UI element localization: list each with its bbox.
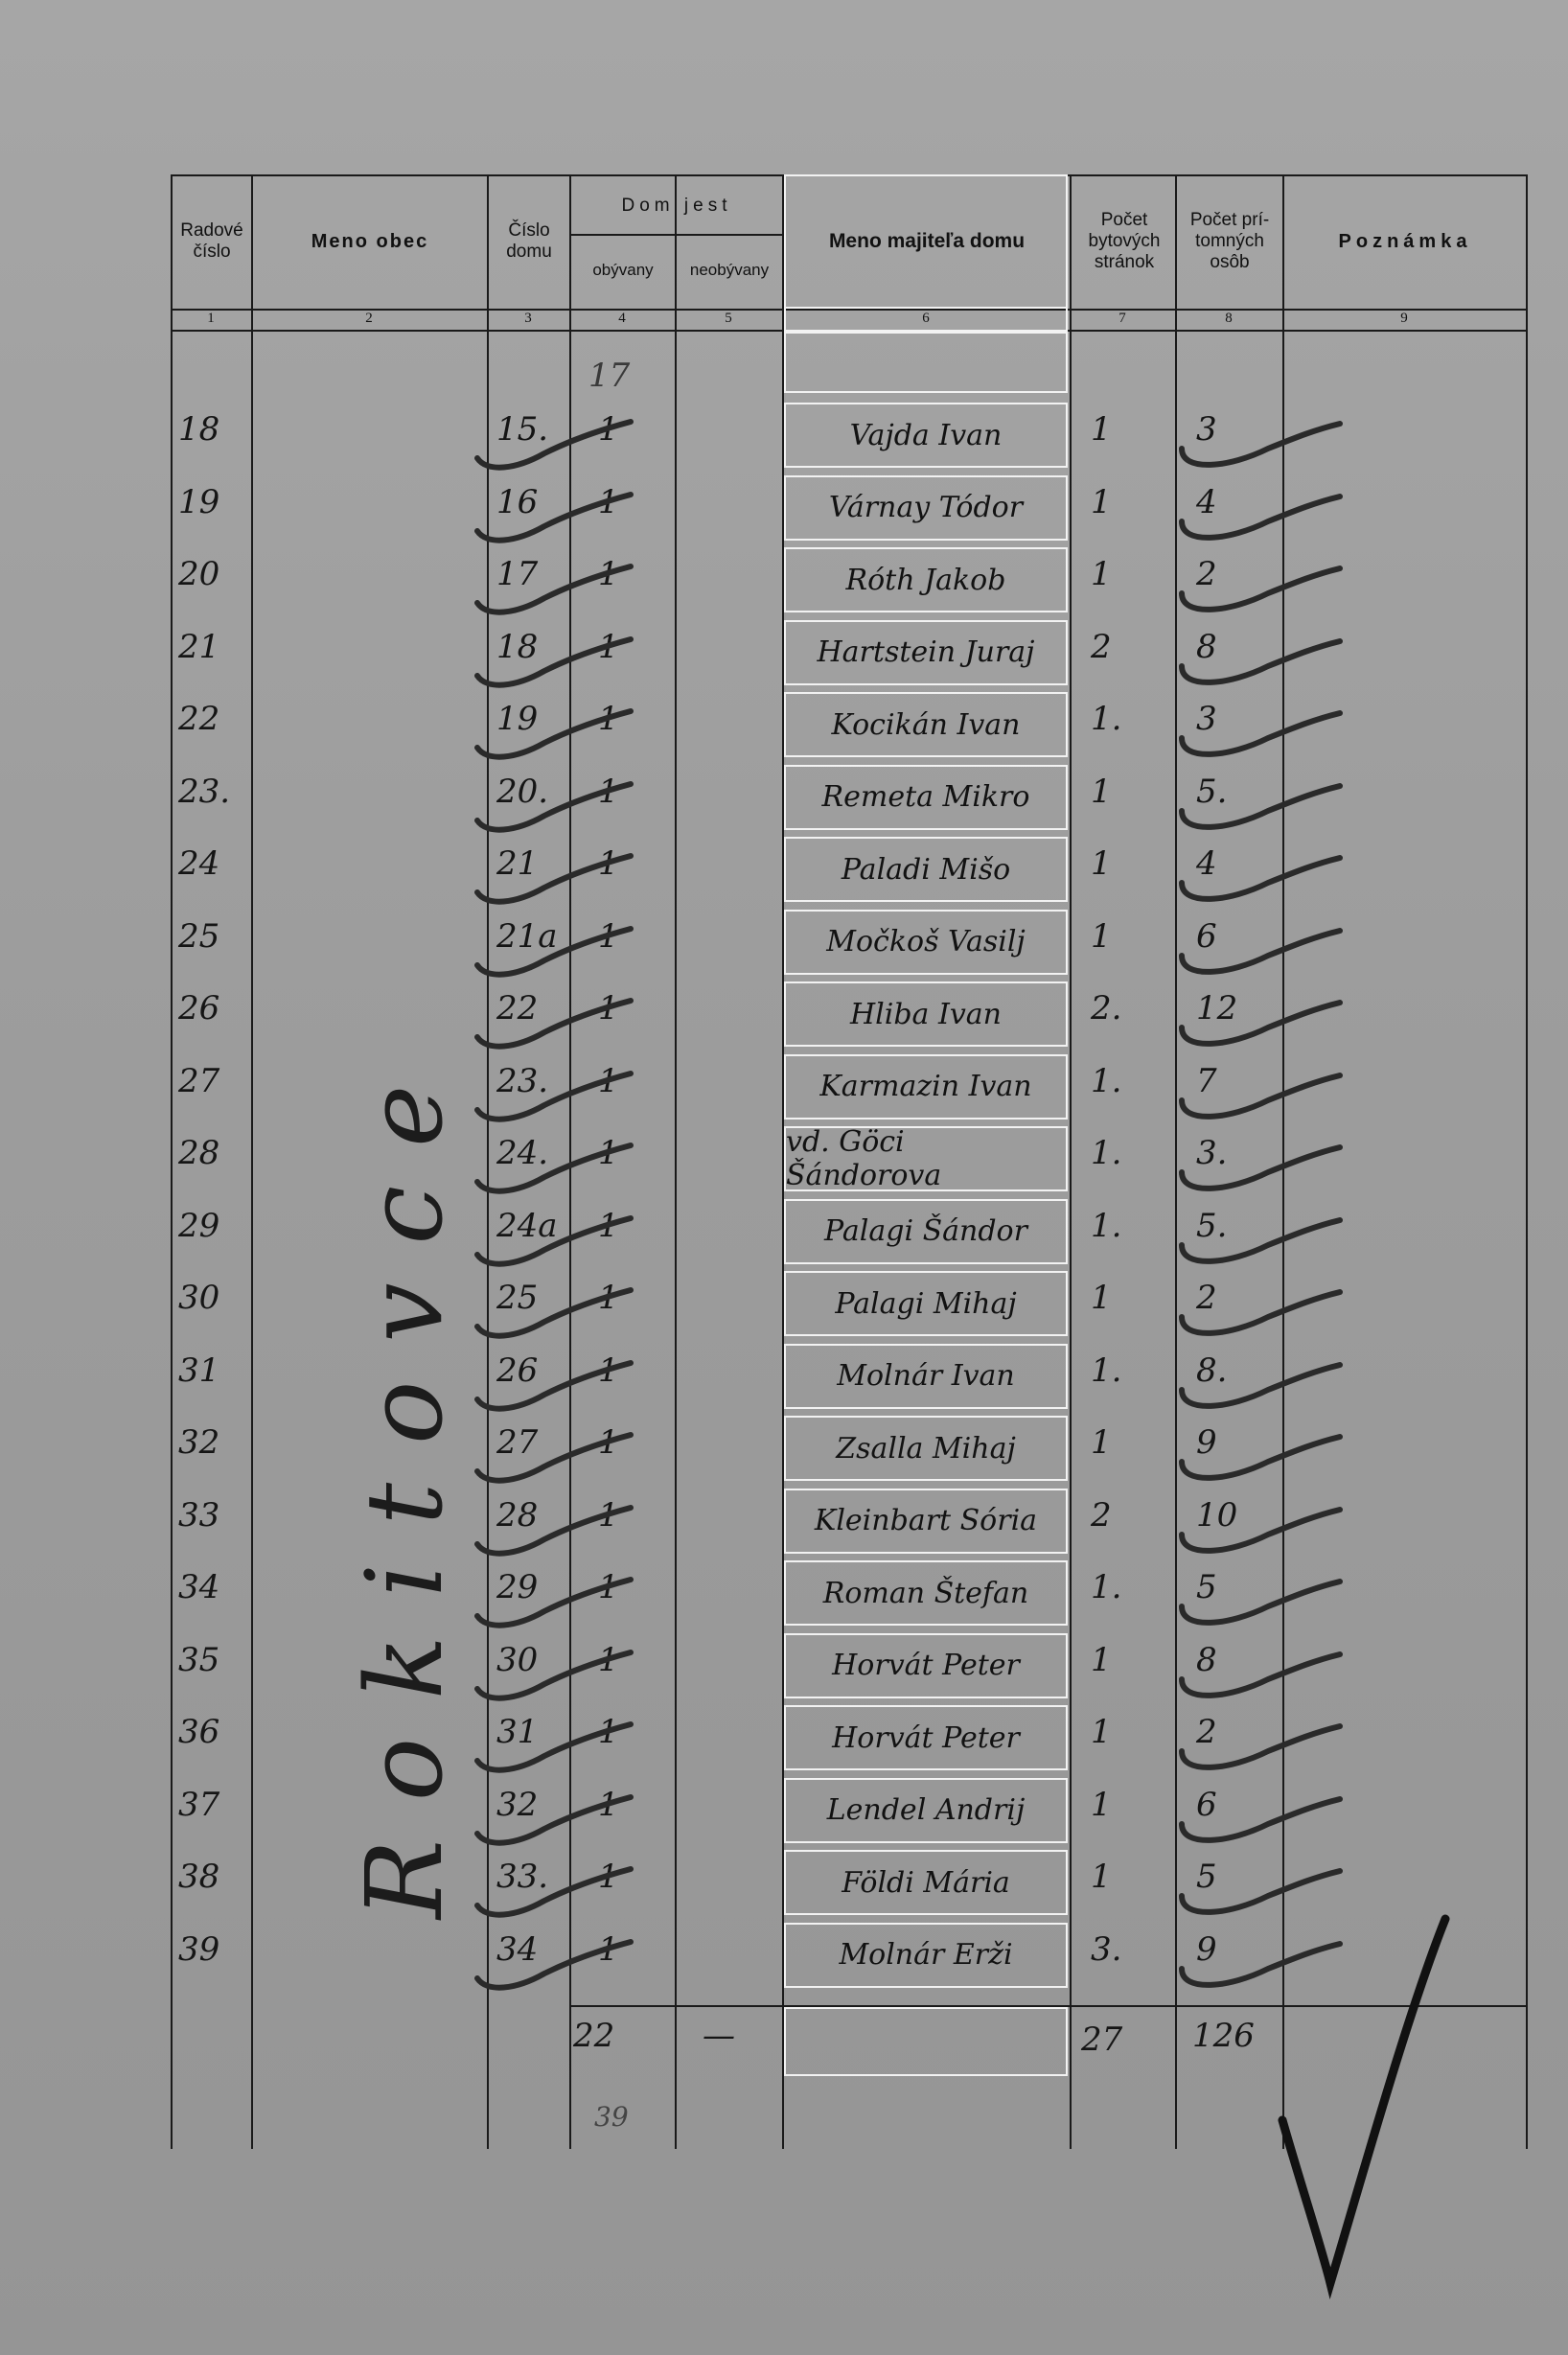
owner-name: Várnay Tódor [828,491,1024,524]
persons-count: 3 [1196,410,1217,449]
house-number: 18 [496,627,539,666]
inhabited-count: 1 [598,627,619,666]
header-poznamka: Poznámka [1338,231,1472,252]
owner-name: Roman Štefan [822,1576,1029,1610]
check-flourish-icon [468,1279,640,1346]
inhabited-count: 1 [598,1351,619,1390]
inhabited-count: 1 [598,1929,619,1969]
inhabited-count: 1 [598,700,619,738]
check-flourish-icon [468,410,640,477]
house-number: 22 [496,989,539,1027]
house-number: 30 [496,1640,539,1679]
owner-name: Zsalla Mihaj [836,1431,1016,1466]
persons-count: 2 [1196,1279,1217,1317]
persons-count: 3. [1196,1134,1228,1172]
check-flourish-icon [468,1930,640,1997]
check-flourish-icon [1172,1713,1345,1780]
check-mark-icon [1263,1900,1455,2302]
owner-cell [784,547,1068,612]
municipality-name: Rokitovce [343,1046,466,1919]
check-flourish-icon [468,1496,640,1563]
dwellings-count: 1 [1091,772,1112,811]
check-flourish-icon [1172,1568,1345,1635]
dwellings-count: 1 [1091,1858,1112,1896]
dwellings-count: 1 [1091,844,1112,883]
dwellings-count: 1. [1091,1061,1122,1100]
dwellings-count: 1 [1091,1713,1112,1751]
row-number: 38 [178,1858,220,1896]
header-meno-majitela: Meno majiteľa domu [828,230,1026,252]
owner-name: Vajda Ivan [849,418,1003,452]
owner-name: Palagi Šándor [824,1214,1027,1248]
inhabited-count: 1 [598,410,619,449]
column-number: 4 [618,311,626,326]
persons-count: 6 [1196,1785,1217,1824]
inhabited-count: 1 [598,1134,619,1172]
inhabited-count: 1 [598,482,619,521]
row-number: 27 [178,1061,220,1100]
check-flourish-icon [468,700,640,767]
check-flourish-icon [1172,628,1345,695]
row-number: 25 [178,916,220,956]
check-flourish-icon [1172,1641,1345,1708]
owner-cell [784,620,1068,685]
persons-count: 5 [1196,1858,1217,1896]
owner-name: Molnár Erži [839,1938,1013,1972]
owner-name: Hliba Ivan [850,997,1002,1031]
owner-name: Karmazin Ivan [819,1070,1032,1103]
row-number: 39 [178,1929,220,1969]
owner-cell [784,765,1068,830]
check-flourish-icon [1172,917,1345,984]
owner-cell [784,1271,1068,1336]
header-pocet-bytovych: Počet bytových stránok [1088,210,1161,272]
dwellings-count: 1 [1091,1423,1112,1462]
inhabited-count: 1 [598,844,619,883]
owner-cell [784,1850,1068,1915]
inhabited-count: 1 [598,1495,619,1535]
census-table [171,174,1528,2149]
owner-cell [784,1126,1068,1191]
inhabited-count: 1 [598,1061,619,1100]
row-number: 20 [178,555,220,593]
column-number: 2 [365,311,373,326]
house-number: 31 [496,1713,539,1751]
inhabited-count: 1 [598,1640,619,1679]
dwellings-count: 1. [1091,700,1122,738]
header-obyvany: obývany [592,261,654,279]
check-flourish-icon [468,1568,640,1635]
check-flourish-icon [1172,1423,1345,1490]
house-number: 24. [496,1134,549,1172]
inhabited-count: 1 [598,1568,619,1606]
row-number: 36 [178,1713,220,1751]
check-flourish-icon [468,483,640,550]
check-flourish-icon [1172,1134,1345,1201]
row-number: 35 [178,1640,220,1679]
check-flourish-icon [1172,1351,1345,1419]
row-number: 33 [178,1495,220,1535]
row-number: 18 [178,410,220,449]
owner-cell [784,403,1068,468]
house-number: 17 [496,555,539,593]
dwellings-count: 1 [1091,482,1112,521]
inhabited-count: 1 [598,555,619,593]
dwellings-count: 2 [1091,627,1112,666]
owner-cell [784,692,1068,757]
check-flourish-icon [468,1786,640,1853]
dwellings-count: 2 [1091,1495,1112,1535]
owner-cell [784,1344,1068,1409]
row-number: 21 [178,627,220,666]
persons-count: 8. [1196,1351,1228,1390]
check-flourish-icon [468,917,640,984]
column-number: 8 [1225,311,1233,326]
owner-name: Kocikán Ivan [831,707,1021,742]
owner-cell [784,837,1068,902]
check-flourish-icon [1172,555,1345,622]
dwellings-count: 1. [1091,1206,1122,1245]
header-neobyvany: neobývany [689,261,770,279]
row-number: 24 [178,844,220,883]
owner-name: Róth Jakob [845,563,1006,597]
header-pocet-pritomnych: Počet prí-tomných osôb [1189,210,1270,272]
check-flourish-icon [468,1423,640,1490]
column-number: 9 [1400,311,1408,326]
check-flourish-icon [1172,1279,1345,1346]
owner-cell [784,1489,1068,1554]
total-owner-cell [784,2007,1068,2076]
inhabited-count: 1 [598,1785,619,1824]
owner-name: Horvát Peter [832,1649,1020,1682]
house-number: 28 [496,1495,539,1535]
check-flourish-icon [1172,773,1345,840]
row-number: 30 [178,1279,220,1317]
house-number: 16 [496,482,539,521]
owner-name: Kleinbart Sória [814,1504,1038,1537]
house-number: 34 [496,1929,539,1969]
persons-count: 5 [1196,1568,1217,1606]
owner-name: Palagi Mihaj [835,1286,1017,1321]
house-number: 27 [496,1423,539,1462]
house-number: 21 [496,844,539,883]
persons-count: 6 [1196,916,1217,956]
total-inhabited: 22 [573,2017,615,2055]
persons-count: 4 [1196,844,1217,883]
owner-cell [784,1633,1068,1698]
house-number: 20. [496,772,549,811]
check-flourish-icon [468,1134,640,1201]
inhabited-count: 1 [598,1423,619,1462]
row-number: 23. [178,772,231,811]
total-count-below: 39 [594,2101,629,2133]
inhabited-count: 1 [598,1206,619,1245]
check-flourish-icon [468,773,640,840]
check-flourish-icon [1172,700,1345,767]
house-number: 21a [496,916,558,956]
dwellings-count: 1 [1091,1279,1112,1317]
owner-cell [784,1054,1068,1120]
check-flourish-icon [1172,989,1345,1056]
owner-name: vd. Göci Šándorova [786,1125,942,1192]
persons-count: 7 [1196,1061,1217,1100]
owner-cell [784,981,1068,1047]
owner-name: Hartstein Juraj [817,635,1035,669]
header-meno-obec: Meno obec [311,231,429,252]
check-flourish-icon [1172,410,1345,477]
house-number: 15. [496,410,549,449]
column-number: 7 [1118,311,1126,326]
check-flourish-icon [1172,483,1345,550]
row-number: 37 [178,1785,220,1824]
house-number: 33. [496,1858,549,1896]
check-flourish-icon [468,555,640,622]
inhabited-count: 1 [598,916,619,956]
owner-name: Lendel Andrij [826,1793,1026,1827]
dwellings-count: 1. [1091,1568,1122,1606]
inhabited-count: 1 [598,1279,619,1317]
check-flourish-icon [468,1207,640,1274]
row-number: 22 [178,700,220,738]
total-uninhabited: — [703,2017,735,2055]
persons-count: 9 [1196,1423,1217,1462]
check-flourish-icon [468,1351,640,1419]
house-number: 26 [496,1351,539,1390]
header-radove-cislo: Radové číslo [180,220,243,262]
owner-name: Močkoš Vasilj [826,925,1026,958]
header-cislo-domu: Číslo domu [506,220,552,262]
house-number: 19 [496,700,539,738]
owner-cell [784,1778,1068,1843]
owner-cell [784,475,1068,541]
dwellings-count: 1 [1091,1640,1112,1679]
house-number: 29 [496,1568,539,1606]
persons-count: 2 [1196,555,1217,593]
dwellings-count: 1. [1091,1351,1122,1390]
persons-count: 3 [1196,700,1217,738]
dwellings-count: 2. [1091,989,1122,1027]
persons-count: 4 [1196,482,1217,521]
carry-over-count: 17 [588,357,631,395]
check-flourish-icon [1172,1786,1345,1853]
owner-name: Horvát Peter [832,1720,1020,1755]
owner-name: Remeta Mikro [821,780,1030,814]
dwellings-count: 1 [1091,916,1112,956]
check-flourish-icon [468,989,640,1056]
persons-count: 5. [1196,772,1228,811]
owner-cell [784,1199,1068,1264]
check-flourish-icon [468,1062,640,1129]
row-number: 31 [178,1351,220,1390]
persons-count: 10 [1196,1495,1238,1535]
owner-name: Paladi Mišo [841,852,1011,887]
owner-cell [784,1560,1068,1626]
row-number: 29 [178,1206,220,1245]
persons-count: 2 [1196,1713,1217,1751]
owner-name: Földi Mária [842,1865,1010,1900]
owner-cell [784,1923,1068,1988]
house-number: 32 [496,1785,539,1824]
persons-count: 12 [1196,989,1238,1027]
column-number: 1 [207,311,215,326]
check-flourish-icon [468,628,640,695]
row-number: 34 [178,1568,220,1606]
dwellings-count: 1 [1091,410,1112,449]
inhabited-count: 1 [598,989,619,1027]
column-number: 5 [725,311,732,326]
persons-count: 8 [1196,627,1217,666]
total-persons: 126 [1192,2017,1255,2055]
dwellings-count: 1 [1091,555,1112,593]
persons-count: 8 [1196,1640,1217,1679]
check-flourish-icon [468,1713,640,1780]
column-number: 6 [922,311,930,326]
dwellings-count: 3. [1091,1929,1122,1969]
check-flourish-icon [1172,1496,1345,1563]
dwellings-count: 1. [1091,1134,1122,1172]
persons-count: 9 [1196,1929,1217,1969]
row-number: 26 [178,989,220,1027]
house-number: 23. [496,1061,549,1100]
row-number: 28 [178,1134,220,1172]
total-dwellings: 27 [1081,2020,1123,2059]
house-number: 24a [496,1206,558,1245]
house-number: 25 [496,1279,539,1317]
persons-count: 5. [1196,1206,1228,1245]
inhabited-count: 1 [598,1713,619,1751]
header-dom-jest: Dom jest [621,196,732,216]
owner-name: Molnár Ivan [837,1359,1015,1393]
owner-cell [784,1705,1068,1770]
owner-cell [784,1416,1068,1481]
inhabited-count: 1 [598,772,619,811]
check-flourish-icon [1172,1207,1345,1274]
check-flourish-icon [468,1641,640,1708]
owner-cell [784,910,1068,975]
column-number: 3 [524,311,532,326]
dwellings-count: 1 [1091,1785,1112,1824]
check-flourish-icon [468,1858,640,1925]
check-flourish-icon [468,844,640,912]
row-number: 32 [178,1423,220,1462]
check-flourish-icon [1172,844,1345,912]
inhabited-count: 1 [598,1858,619,1896]
row-number: 19 [178,482,220,521]
check-flourish-icon [1172,1062,1345,1129]
